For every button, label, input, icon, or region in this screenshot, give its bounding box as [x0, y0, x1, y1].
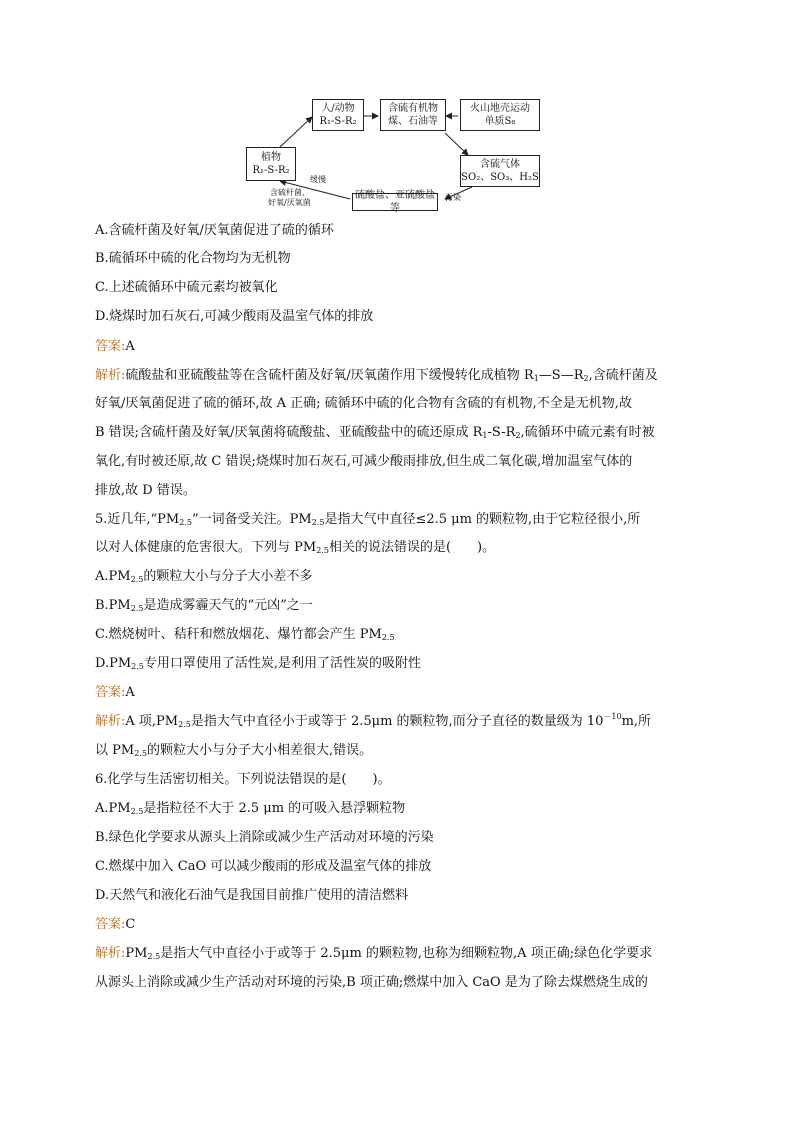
q6-stem: 6.化学与生活密切相关。下列说法错误的是( )。 — [95, 772, 391, 787]
node-volcano-title: 火山地壳运动 — [470, 103, 530, 114]
q4-exp1b: —S—R — [538, 368, 584, 383]
q5-option-d — [95, 654, 421, 674]
q4-option-c: C.上述硫循环中硫元素均被氧化 — [95, 280, 278, 295]
q4-option-d: D.烧煤时加石灰石,可减少酸雨及温室气体的排放 — [95, 309, 374, 324]
sub: 2.5 — [131, 662, 144, 671]
q6-exp1a: PM — [125, 946, 148, 961]
sub: 2.5 — [130, 575, 144, 584]
q4-answer — [95, 337, 135, 357]
q6-option-a — [95, 799, 405, 819]
q5-stem-line-2 — [95, 538, 495, 558]
q5-explain-label: 解析: — [95, 714, 126, 729]
q6-explanation-line-2: 从源头上消除或减少生产活动对环境的污染,B 项正确;燃煤中加入 CaO 是为了除去煤燃烧生成的 — [95, 975, 648, 990]
q4-exp1c: ,含硫杆菌及 — [588, 368, 658, 383]
q5-explanation-line-2 — [95, 741, 372, 761]
sub: 2.5 — [147, 952, 161, 961]
q6-answer — [95, 915, 135, 935]
label-bacteria-2: 好氧/厌氧菌 — [268, 198, 311, 207]
sub: 2.5 — [178, 720, 191, 729]
q5-option-b — [95, 596, 313, 616]
sub: 2 — [515, 431, 521, 440]
q5-optD2: 专用口罩使用了活性炭,是利用了活性炭的吸附性 — [143, 656, 422, 671]
q5-optC1: C.燃烧树叶、秸秆和燃放烟花、爆竹都会产生 PM — [95, 627, 382, 642]
q5-exp2a: 以 PM — [95, 743, 135, 758]
q5-optD1: D.PM — [95, 656, 132, 671]
q6-exp1b: 是指大气中直径小于或等于 2.5μm 的颗粒物,也称为细颗粒物,A 项正确;绿色化学要求 — [160, 946, 653, 961]
sub: 2.5 — [311, 518, 325, 527]
q5-option-a — [95, 567, 312, 587]
q5-stem1c: 是指大气中直径≤2.5 μm 的颗粒物,由于它粒径很小,所 — [324, 512, 641, 527]
q5-answer-label: 答案: — [95, 685, 126, 700]
q5-stem1: 5.近几年,“PM — [95, 512, 180, 527]
q6-option-d: D.天然气和液化石油气是我国目前推广使用的清洁燃料 — [95, 888, 409, 903]
label-bacteria-1: 含硫杆菌、 — [270, 188, 310, 197]
q6-optA1: A.PM — [95, 801, 131, 816]
q5-exp2b: 的颗粒大小与分子大小相差很大,错误。 — [146, 743, 373, 758]
node-volcano — [460, 99, 540, 131]
q5-stem-line-1 — [95, 510, 640, 530]
q4-option-b: B.硫循环中硫的化合物均为无机物 — [95, 251, 291, 266]
node-gas-title: 含硫气体 — [480, 159, 520, 170]
q5-optB2: 是造成雾霾天气的“元凶”之一 — [143, 598, 313, 613]
q5-exp1b: 是指大气中直径小于或等于 2.5μm 的颗粒物,而分子直径的数量级为 10 — [190, 714, 604, 729]
q5-option-c — [95, 625, 395, 645]
q4-explain-label: 解析: — [95, 368, 126, 383]
q5-exp1c: m,所 — [621, 714, 652, 729]
sub: 2.5 — [179, 518, 192, 527]
q4-exp1a: 硫酸盐和亚硫酸盐等在含硫杆菌及好氧/厌氧菌作用下缓慢转化成植物 R — [125, 368, 534, 383]
q5-answer-value: A — [125, 685, 135, 700]
q5-stem1b: ”一词备受关注。PM — [191, 512, 312, 527]
q4-explanation-line-1 — [95, 366, 658, 386]
node-human-animal — [312, 99, 364, 131]
sub: 1 — [533, 374, 539, 383]
node-organic-examples: 煤、石油等 — [388, 116, 438, 127]
node-sulfur-gas — [460, 155, 540, 187]
q4-answer-label: 答案: — [95, 339, 126, 354]
q4-explanation-line-4: 氧化,有时被还原,故 C 错误;烧煤时加石灰石,可减少酸雨排放,但生成二氧化碳,增加温室气体的 — [95, 454, 633, 469]
sub: 2.5 — [134, 749, 147, 758]
q5-explanation-line-1 — [95, 712, 651, 732]
node-volcano-formula: 单质S₈ — [484, 116, 516, 127]
q6-answer-value: C — [125, 917, 136, 932]
node-plant-title: 植物 — [261, 152, 281, 163]
q4-explanation-line-2: 好氧/厌氧菌促进了硫的循环,故 A 正确; 硫循环中硫的化合物有含硫的有机物,不全是无机物,故 — [95, 396, 632, 411]
q4-explanation-line-5: 排放,故 D 错误。 — [95, 483, 196, 498]
q5-answer — [95, 683, 135, 703]
q4-exp3a: B 错误;含硫杆菌及好氧/厌氧菌将硫酸盐、亚硫酸盐中的硫还原成 R — [95, 425, 483, 440]
q6-answer-label: 答案: — [95, 917, 126, 932]
node-human-animal-formula: R₁-S-R₂ — [319, 116, 357, 127]
node-plant — [246, 147, 296, 181]
sub: 2.5 — [130, 807, 144, 816]
q5-optB1: B.PM — [95, 598, 131, 613]
node-organic-sulfur — [380, 99, 446, 131]
sub: 2.5 — [381, 633, 395, 642]
node-organic-title: 含硫有机物 — [388, 103, 438, 114]
arrow-plant-to-animal — [280, 117, 312, 147]
q4-answer-value: A — [125, 339, 135, 354]
sub: 2 — [583, 374, 589, 383]
sub: 1 — [482, 431, 488, 440]
q5-optA2: 的颗粒大小与分子大小差不多 — [143, 569, 313, 584]
q5-exp1a: A 项,PM — [125, 714, 179, 729]
q4-exp3b: -S-R — [487, 425, 516, 440]
sub: 2.5 — [130, 604, 144, 613]
sulfur-cycle-diagram — [240, 95, 560, 215]
node-sulfate — [352, 190, 438, 214]
q4-explanation-line-3 — [95, 423, 655, 443]
q6-option-b: B.绿色化学要求从源头上消除或减少生产活动对环境的污染 — [95, 830, 434, 845]
q4-exp3c: ,硫循环中硫元素有时被 — [520, 425, 655, 440]
q5-optA1: A.PM — [95, 569, 131, 584]
arrow-organic-to-gas — [445, 133, 468, 155]
q4-option-a: A.含硫杆菌及好氧/厌氧菌促进了硫的循环 — [95, 223, 334, 238]
sup: －10 — [603, 712, 622, 721]
label-slow: 缓慢 — [310, 175, 326, 184]
q5-stem2b: 相关的说法错误的是( )。 — [328, 540, 496, 555]
sub: 2.5 — [316, 546, 329, 555]
label-pollution: 污染 — [445, 193, 461, 202]
node-human-animal-title: 人/动物 — [321, 103, 355, 114]
q5-stem2a: 以对人体健康的危害很大。下列与 PM — [95, 540, 317, 555]
node-plant-formula: R₁-S-R₂ — [252, 165, 290, 176]
q6-option-c: C.燃煤中加入 CaO 可以减少酸雨的形成及温室气体的排放 — [95, 859, 432, 874]
q6-optA2: 是指粒径不大于 2.5 μm 的可吸入悬浮颗粒物 — [143, 801, 406, 816]
node-gas-formula: SO₂、SO₃、H₂S — [461, 172, 539, 183]
q6-explain-label: 解析: — [95, 946, 126, 961]
q6-explanation-line-1 — [95, 944, 652, 964]
node-sulfate-label: 硫酸盐、亚硫酸盐等 — [355, 190, 435, 214]
